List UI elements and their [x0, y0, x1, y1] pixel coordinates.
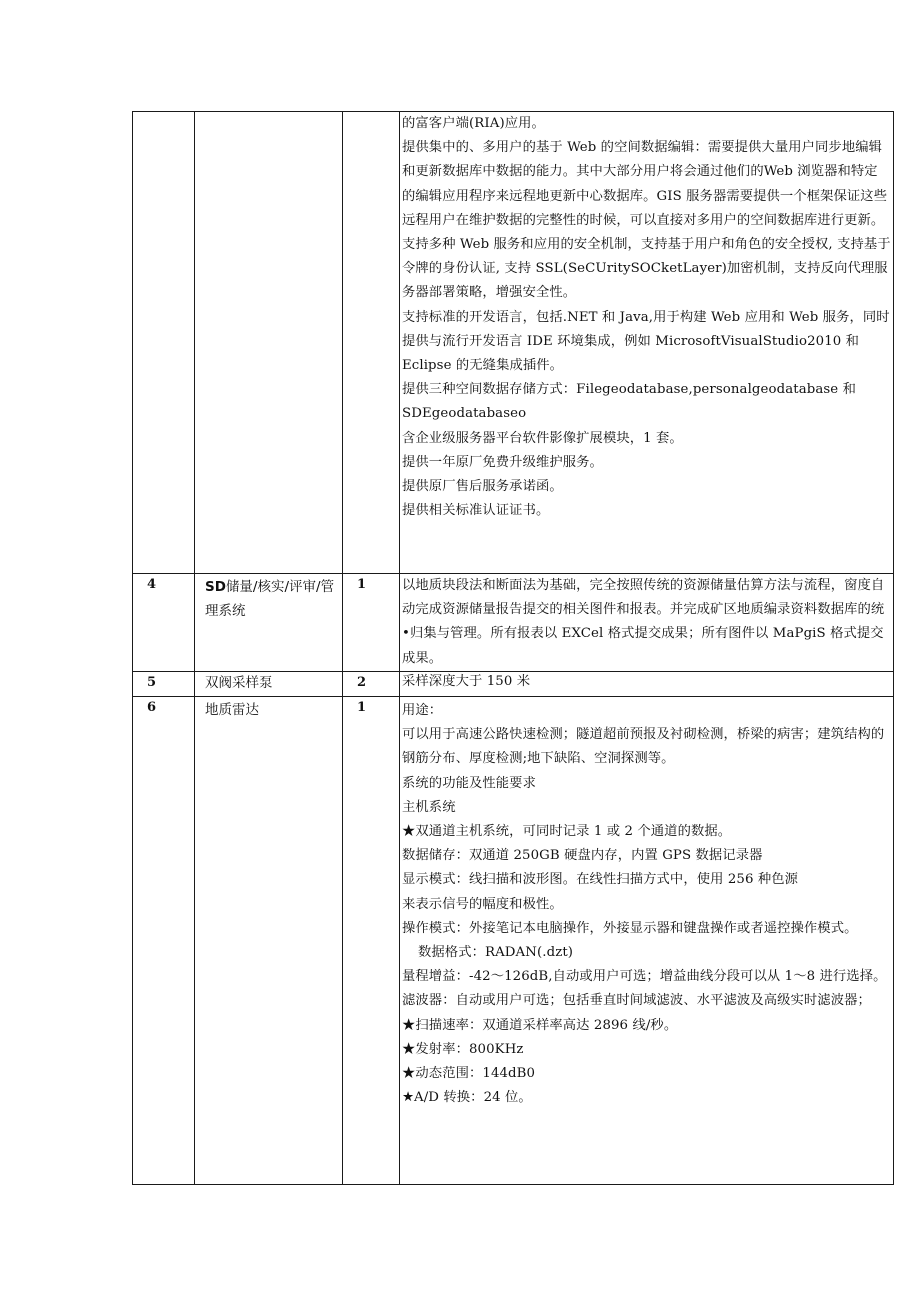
item-description	[400, 574, 894, 672]
description-line: 用途：	[402, 703, 443, 718]
description-line: 提供集中的、多用户的基于 Web 的空间数据编辑：需要提供大量用户同步地编辑和更新数据库中数据的能力。其中大部分用户将会通过他们的Web 浏览器和特定的编辑应用程序来远程地更新中心数据库。GIS 服务器需要提供一个框架保证这些远程用户在维护数据的完整性的时候，可以直接对多用户的空间数据库进行更新。	[402, 140, 888, 228]
description-line: 数据格式：RADAN(.dzt)	[418, 945, 574, 961]
description-line: 系统的功能及性能要求	[402, 775, 536, 791]
item-quantity	[343, 112, 400, 574]
item-description	[400, 697, 894, 1185]
item-description	[400, 672, 894, 697]
item-name-prefix: SD	[205, 579, 226, 595]
description-line: 操作模式：外接笔记本电脑操作，外接显示器和键盘操作或者遥控操作模式。	[402, 920, 858, 936]
description-line: 支持多种 Web 服务和应用的安全机制，支持基于用户和角色的安全授权, 支持基于令牌的身份认证, 支持 SSL(SeCUritySOCketLayer)加密机制，支持反向代理服务器部署策略，增强安全性。	[402, 237, 891, 301]
table-row	[133, 112, 894, 574]
description-line: 含企业级服务器平台软件影像扩展模块，1 套。	[402, 430, 683, 446]
table-row	[133, 574, 894, 672]
description-line: ★发射率：800KHz	[402, 1041, 524, 1057]
item-quantity: 1	[343, 574, 400, 672]
description-line: ★双通道主机系统，可同时记录 1 或 2 个通道的数据。	[402, 824, 732, 840]
description-line: 提供一年原厂免费升级维护服务。	[402, 454, 603, 470]
description-line: 量程增益：-42～126dB,自动或用户可选；增益曲线分段可以从 1～8 进行选择。	[402, 969, 887, 985]
description-line: 可以用于高速公路快速检测；隧道超前预报及衬砌检测，桥梁的病害；建筑结构的钢筋分布、厚度检测;地下缺陷、空洞探测等。	[402, 727, 885, 767]
description-line: 数据储存：双通道 250GB 硬盘内存，内置 GPS 数据记录器	[402, 848, 763, 864]
description-line: 主机系统	[402, 799, 456, 815]
row-number	[133, 112, 195, 574]
item-name: 双阀采样泵	[195, 672, 343, 697]
description-line: 来表示信号的幅度和极性。	[402, 896, 563, 912]
table-row	[133, 672, 894, 697]
item-name	[195, 574, 343, 672]
description-line: 支持标准的开发语言，包括.NET 和 Java,用于构建 Web 应用和 Web 服务，同时提供与流行开发语言 IDE 环境集成，例如 MicrosoftVisualStudio2010 和 Eclipse 的无缝集成插件。	[402, 309, 890, 374]
item-name: 地质雷达	[195, 697, 343, 1185]
item-quantity: 1	[343, 697, 400, 1185]
table-row	[133, 697, 894, 1185]
description-line: 提供相关标准认证证书。	[402, 503, 550, 519]
description-line: 的富客户端(RIA)应用。	[402, 116, 545, 131]
description-line: ★扫描速率：双通道采样率高达 2896 线/秒。	[402, 1017, 678, 1033]
row-number: 6	[133, 697, 195, 1185]
item-quantity: 2	[343, 672, 400, 697]
equipment-spec-table	[132, 111, 894, 1185]
item-name	[195, 112, 343, 574]
item-name-text: 储量/核实/评审/管理系统	[205, 579, 335, 619]
description-line: ★A/D 转换：24 位。	[402, 1090, 532, 1106]
row-number: 4	[133, 574, 195, 672]
description-line: 以地质块段法和断面法为基础，完全按照传统的资源储量估算方法与流程，窗度自动完成资源储量报告提交的相关图件和报表。并完成矿区地质编录资料数据库的统•归集与管理。所有报表以 EXCel 格式提交成果；所有图件以 MaPgiS 格式提交成果。	[402, 578, 885, 666]
description-line: 显示模式：线扫描和波形图。在线性扫描方式中，使用 256 种色源	[402, 872, 799, 888]
row-number: 5	[133, 672, 195, 697]
description-line: 滤波器：自动或用户可选；包括垂直时间域滤波、水平滤波及高级实时滤波器；	[402, 993, 871, 1009]
description-line: 提供原厂售后服务承诺函。	[402, 479, 563, 495]
description-line: ★动态范围：144dB0	[402, 1066, 536, 1082]
description-line: 提供三种空间数据存储方式：Filegeodatabase,personalgeodatabase 和 SDEgeodatabaseo	[402, 382, 856, 422]
item-description	[400, 112, 894, 574]
description-line: 采样深度大于 150 米	[402, 674, 531, 689]
